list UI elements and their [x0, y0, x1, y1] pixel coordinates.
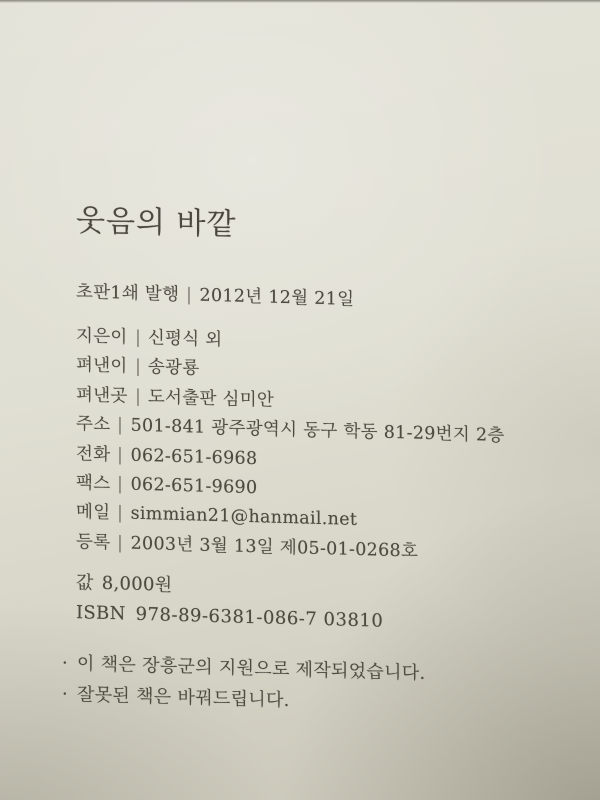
- price-value: 8,000원: [101, 572, 173, 596]
- info-label: 펴낸이: [76, 355, 128, 377]
- info-value: 062-651-9690: [130, 474, 258, 499]
- separator-bar: |: [118, 474, 124, 495]
- note-text: 잘못된 책은 바꿔드립니다.: [77, 683, 290, 711]
- price-label: 값: [76, 572, 94, 594]
- info-label: 주소: [76, 414, 111, 436]
- colophon-notes: [62, 649, 426, 720]
- isbn-label: ISBN: [76, 601, 126, 625]
- info-value: 501-841 광주광역시 동구 학동 81-29번지 2층: [130, 415, 505, 447]
- note-text: 이 책은 장흥군의 지원으로 제작되었습니다.: [77, 653, 426, 684]
- separator-bar: |: [186, 285, 192, 306]
- separator-bar: |: [118, 503, 124, 524]
- info-label: 등록: [76, 531, 111, 553]
- edition-label: 초판1쇄 발행: [76, 282, 180, 306]
- separator-bar: |: [118, 533, 124, 554]
- info-value: 2003년 3월 13일 제05-01-0268호: [130, 533, 419, 562]
- info-label: 팩스: [76, 473, 111, 495]
- book-title: 웃음의 바깥: [76, 203, 237, 243]
- separator-bar: |: [135, 357, 141, 378]
- info-label: 지은이: [76, 326, 128, 348]
- bullet-dot: ·: [62, 683, 69, 705]
- separator-bar: |: [135, 327, 141, 348]
- edition-value: 2012년 12월 21일: [199, 285, 355, 310]
- info-value: 062-651-6968: [130, 445, 258, 469]
- info-value: 신평식 외: [147, 328, 223, 351]
- info-value: simmian21@hanmail.net: [130, 504, 358, 531]
- isbn-value: 978-89-6381-086-7 03810: [135, 603, 384, 632]
- info-label: 메일: [76, 502, 111, 524]
- info-label: 펴낸곳: [76, 384, 128, 407]
- info-value: 도서출판 심미안: [147, 386, 275, 411]
- info-value: 송광룡: [147, 357, 200, 379]
- separator-bar: |: [118, 415, 124, 436]
- separator-bar: |: [118, 444, 124, 466]
- publication-info: [76, 322, 505, 569]
- bullet-dot: ·: [62, 652, 69, 674]
- edition-line: [76, 278, 354, 311]
- price-isbn-block: [76, 568, 383, 636]
- info-label: 전화: [76, 443, 111, 465]
- separator-bar: |: [135, 386, 141, 407]
